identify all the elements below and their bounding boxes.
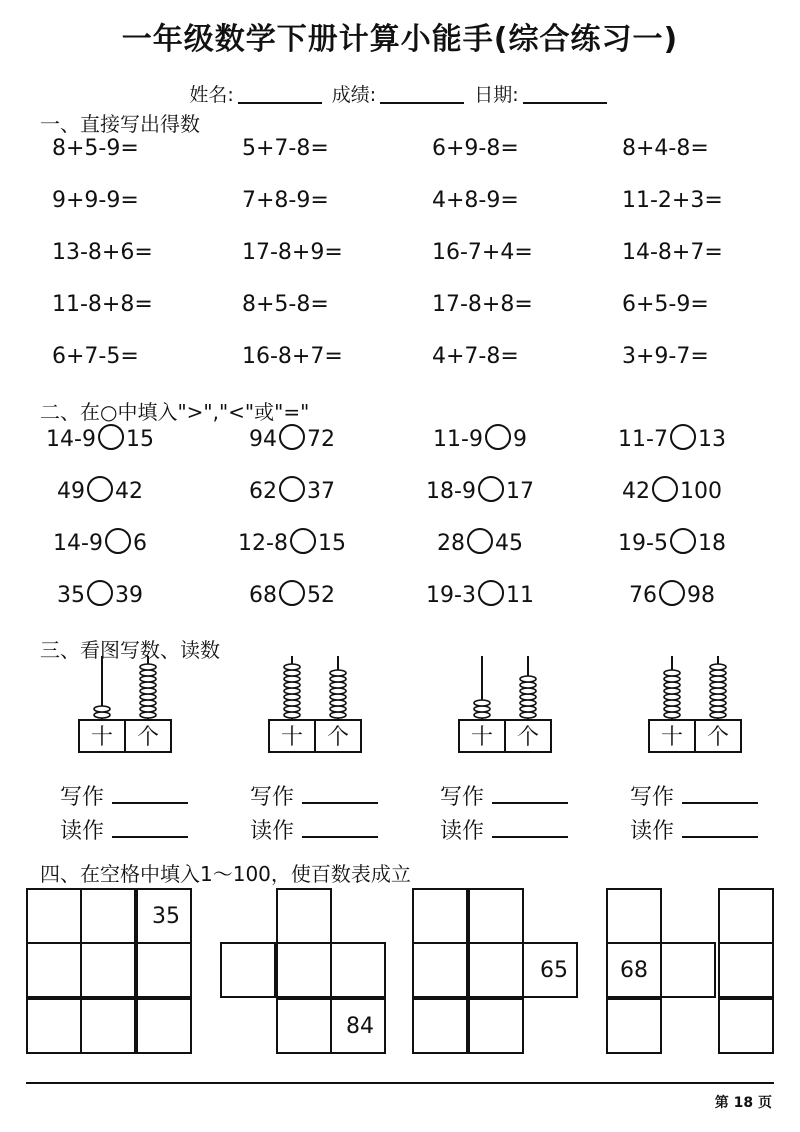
answer-circle[interactable] [659, 580, 685, 606]
abacus-bead [664, 700, 680, 706]
comparison-left: 35 [57, 583, 85, 608]
comparison-item [57, 476, 143, 504]
comparison-right: 18 [697, 531, 726, 556]
grid-cell[interactable] [276, 888, 332, 944]
grid-cell[interactable] [468, 942, 524, 998]
comparison-right: 13 [697, 427, 726, 452]
abacus-bead [664, 682, 680, 688]
abacus [268, 652, 364, 760]
abacus-bead [284, 688, 300, 694]
comparison-item [249, 580, 335, 608]
comparison-right: 15 [317, 531, 346, 556]
comparison-left: 42 [622, 479, 650, 504]
arithmetic-problem: 7+8-9= [242, 188, 329, 213]
answer-circle[interactable] [98, 424, 124, 450]
abacus-bead [94, 706, 110, 712]
comparison-item [629, 580, 715, 608]
answer-circle[interactable] [279, 580, 305, 606]
answer-circle[interactable] [105, 528, 131, 554]
read-answer-blank[interactable] [112, 836, 188, 838]
comparison-item [249, 424, 335, 452]
grid-cell-given [330, 998, 386, 1054]
grid-cell[interactable] [412, 998, 468, 1054]
comparison-left: 62 [249, 479, 277, 504]
abacus-bead [140, 700, 156, 706]
grid-cell[interactable] [26, 942, 82, 998]
comparison-right: 9 [512, 427, 527, 452]
comparison-right: 45 [495, 531, 523, 556]
abacus-bead [664, 694, 680, 700]
arithmetic-problem: 3+9-7= [622, 344, 709, 369]
abacus-bead [710, 700, 726, 706]
write-answer-blank[interactable] [682, 802, 758, 804]
section4-title: 四、在空格中填入1～100，使百数表成立 [40, 862, 411, 886]
abacus-bead [710, 676, 726, 682]
grid-cell[interactable] [80, 998, 136, 1054]
write-label: 写作 [250, 785, 295, 810]
write-answer-blank[interactable] [112, 802, 188, 804]
grid-cell[interactable] [606, 888, 662, 944]
comparison-item [426, 580, 534, 608]
comparison-left: 19-5 [618, 531, 668, 556]
abacus-bead [140, 676, 156, 682]
answer-circle[interactable] [670, 424, 696, 450]
arithmetic-problem: 8+5-8= [242, 292, 329, 317]
arithmetic-problem: 9+9-9= [52, 188, 139, 213]
comparison-right: 11 [505, 583, 534, 608]
answer-circle[interactable] [478, 580, 504, 606]
grid-cell[interactable] [330, 942, 386, 998]
abacus-bead [284, 664, 300, 670]
read-label: 读作 [60, 819, 105, 844]
read-label: 读作 [250, 819, 295, 844]
abacus-bead [330, 700, 346, 706]
abacus-bead [140, 682, 156, 688]
grid-cell[interactable] [718, 942, 774, 998]
write-label: 写作 [630, 785, 675, 810]
write-as-line [60, 780, 188, 811]
arithmetic-problem: 11-8+8= [52, 292, 153, 317]
comparison-left: 76 [629, 583, 657, 608]
grid-cell[interactable] [718, 998, 774, 1054]
abacus-bead [664, 706, 680, 712]
grid-cell[interactable] [718, 888, 774, 944]
read-as-line [60, 814, 188, 845]
given-number: 84 [346, 1014, 374, 1039]
grid-cell[interactable] [276, 942, 332, 998]
comparison-item [618, 528, 726, 556]
grid-cell[interactable] [26, 998, 82, 1054]
answer-circle[interactable] [279, 476, 305, 502]
comparison-item [618, 424, 726, 452]
grid-cell[interactable] [80, 942, 136, 998]
read-as-line [440, 814, 568, 845]
arithmetic-problem: 13-8+6= [52, 240, 153, 265]
abacus-bead [474, 700, 490, 706]
abacus-bead [710, 670, 726, 676]
comparison-right: 37 [307, 479, 335, 504]
comparison-left: 19-3 [426, 583, 476, 608]
abacus-bead [284, 676, 300, 682]
comparison-left: 12-8 [238, 531, 288, 556]
arithmetic-problem: 6+9-8= [432, 136, 519, 161]
arithmetic-problem: 5+7-8= [242, 136, 329, 161]
comparison-item [53, 528, 147, 556]
read-answer-blank[interactable] [492, 836, 568, 838]
tens-label: 十 [90, 725, 114, 750]
comparison-left: 28 [437, 531, 465, 556]
abacus-bead [284, 670, 300, 676]
tens-label: 十 [660, 725, 684, 750]
abacus-bead [284, 682, 300, 688]
abacus-bead [520, 688, 536, 694]
answer-circle[interactable] [670, 528, 696, 554]
arithmetic-problem: 8+4-8= [622, 136, 709, 161]
answer-circle[interactable] [485, 424, 511, 450]
arithmetic-problem: 6+5-9= [622, 292, 709, 317]
abacus-bead [94, 712, 110, 718]
arithmetic-problem: 14-8+7= [622, 240, 723, 265]
abacus-bead [284, 694, 300, 700]
grid-cell-given [606, 942, 662, 998]
given-number: 35 [152, 904, 180, 929]
abacus-bead [664, 712, 680, 718]
answer-circle[interactable] [87, 476, 113, 502]
abacus-bead [520, 712, 536, 718]
write-as-line [630, 780, 758, 811]
name-blank[interactable] [238, 102, 322, 104]
grid-cell[interactable] [412, 942, 468, 998]
abacus-drawing [458, 652, 554, 756]
abacus-bead [330, 676, 346, 682]
abacus-bead [710, 694, 726, 700]
date-blank[interactable] [523, 102, 607, 104]
abacus-bead [710, 664, 726, 670]
abacus-bead [284, 706, 300, 712]
student-info [0, 80, 800, 107]
comparison-right: 98 [687, 583, 715, 608]
grid-cell[interactable] [136, 998, 192, 1054]
answer-circle[interactable] [467, 528, 493, 554]
abacus [458, 652, 554, 760]
abacus [648, 652, 744, 760]
read-answer-blank[interactable] [682, 836, 758, 838]
comparison-item [433, 424, 527, 452]
abacus-drawing [648, 652, 744, 756]
abacus-bead [330, 706, 346, 712]
abacus-bead [710, 706, 726, 712]
grid-cell-given [522, 942, 578, 998]
date-label: 日期: [474, 84, 519, 106]
grid-cell[interactable] [80, 888, 136, 944]
given-number: 68 [620, 958, 648, 983]
abacus-bead [140, 664, 156, 670]
comparison-left: 49 [57, 479, 85, 504]
section3-title: 三、看图写数、读数 [40, 638, 220, 662]
arithmetic-problem: 4+7-8= [432, 344, 519, 369]
arithmetic-problem: 17-8+8= [432, 292, 533, 317]
comparison-left: 18-9 [426, 479, 476, 504]
abacus-bead [710, 688, 726, 694]
write-answer-blank[interactable] [302, 802, 378, 804]
name-label: 姓名: [189, 84, 234, 106]
comparison-right: 72 [307, 427, 335, 452]
comparison-item [622, 476, 722, 504]
page-title: 一年级数学下册计算小能手(综合练习一) [121, 22, 679, 57]
comparison-item [249, 476, 335, 504]
abacus-bead [520, 694, 536, 700]
comparison-left: 14-9 [53, 531, 103, 556]
abacus-bead [520, 706, 536, 712]
grid-cell[interactable] [136, 942, 192, 998]
grid-cell[interactable] [606, 998, 662, 1054]
page-number: 第 18 页 [714, 1095, 772, 1111]
abacus-bead [520, 676, 536, 682]
abacus-bead [330, 670, 346, 676]
abacus-bead [330, 694, 346, 700]
answer-circle[interactable] [290, 528, 316, 554]
section2-title: 二、在○中填入">","<"或"=" [40, 400, 310, 424]
arithmetic-problem: 17-8+9= [242, 240, 343, 265]
abacus-bead [140, 694, 156, 700]
score-blank[interactable] [380, 102, 464, 104]
write-as-line [440, 780, 568, 811]
tens-label: 十 [280, 725, 304, 750]
write-as-line [250, 780, 378, 811]
footer-divider [26, 1082, 774, 1084]
abacus-drawing [78, 652, 174, 756]
comparison-right: 100 [680, 479, 722, 504]
comparison-left: 94 [249, 427, 277, 452]
grid-cell[interactable] [412, 888, 468, 944]
abacus-bead [474, 712, 490, 718]
answer-circle[interactable] [87, 580, 113, 606]
abacus-bead [140, 712, 156, 718]
arithmetic-problem: 6+7-5= [52, 344, 139, 369]
write-label: 写作 [60, 785, 105, 810]
given-number: 65 [540, 958, 568, 983]
arithmetic-problem: 16-8+7= [242, 344, 343, 369]
comparison-left: 11-9 [433, 427, 483, 452]
abacus-bead [664, 676, 680, 682]
score-label: 成绩: [331, 84, 377, 106]
abacus-bead [284, 700, 300, 706]
grid-cell[interactable] [468, 998, 524, 1054]
answer-circle[interactable] [652, 476, 678, 502]
write-answer-blank[interactable] [492, 802, 568, 804]
comparison-right: 15 [125, 427, 154, 452]
read-label: 读作 [630, 819, 675, 844]
section1-title: 一、直接写出得数 [40, 112, 200, 136]
comparison-item [46, 424, 154, 452]
abacus-bead [474, 706, 490, 712]
abacus [78, 652, 174, 760]
abacus-bead [710, 712, 726, 718]
arithmetic-problem: 4+8-9= [432, 188, 519, 213]
grid-cell[interactable] [220, 942, 276, 998]
read-answer-blank[interactable] [302, 836, 378, 838]
comparison-item [426, 476, 534, 504]
ones-label: 个 [706, 725, 730, 750]
abacus-drawing [268, 652, 364, 756]
arithmetic-problem: 16-7+4= [432, 240, 533, 265]
answer-circle[interactable] [478, 476, 504, 502]
tens-label: 十 [470, 725, 494, 750]
read-as-line [250, 814, 378, 845]
grid-cell[interactable] [276, 998, 332, 1054]
comparison-right: 17 [505, 479, 534, 504]
abacus-bead [330, 712, 346, 718]
abacus-bead [520, 682, 536, 688]
abacus-bead [520, 700, 536, 706]
comparison-right: 52 [307, 583, 335, 608]
abacus-bead [330, 682, 346, 688]
write-label: 写作 [440, 785, 485, 810]
arithmetic-problem: 8+5-9= [52, 136, 139, 161]
abacus-bead [330, 688, 346, 694]
comparison-right: 6 [132, 531, 147, 556]
abacus-bead [710, 682, 726, 688]
abacus-bead [140, 706, 156, 712]
comparison-right: 39 [115, 583, 143, 608]
abacus-bead [284, 712, 300, 718]
ones-label: 个 [326, 725, 350, 750]
comparison-right: 42 [115, 479, 143, 504]
answer-circle[interactable] [279, 424, 305, 450]
grid-cell-given [136, 888, 192, 944]
abacus-bead [664, 670, 680, 676]
comparison-left: 11-7 [618, 427, 668, 452]
grid-cell[interactable] [660, 942, 716, 998]
grid-cell[interactable] [26, 888, 82, 944]
comparison-item [437, 528, 523, 556]
read-label: 读作 [440, 819, 485, 844]
comparison-item [57, 580, 143, 608]
comparison-item [238, 528, 346, 556]
abacus-bead [140, 670, 156, 676]
grid-cell[interactable] [468, 888, 524, 944]
comparison-left: 68 [249, 583, 277, 608]
abacus-bead [140, 688, 156, 694]
arithmetic-problem: 11-2+3= [622, 188, 723, 213]
comparison-left: 14-9 [46, 427, 96, 452]
abacus-bead [664, 688, 680, 694]
ones-label: 个 [516, 725, 540, 750]
ones-label: 个 [136, 725, 160, 750]
read-as-line [630, 814, 758, 845]
